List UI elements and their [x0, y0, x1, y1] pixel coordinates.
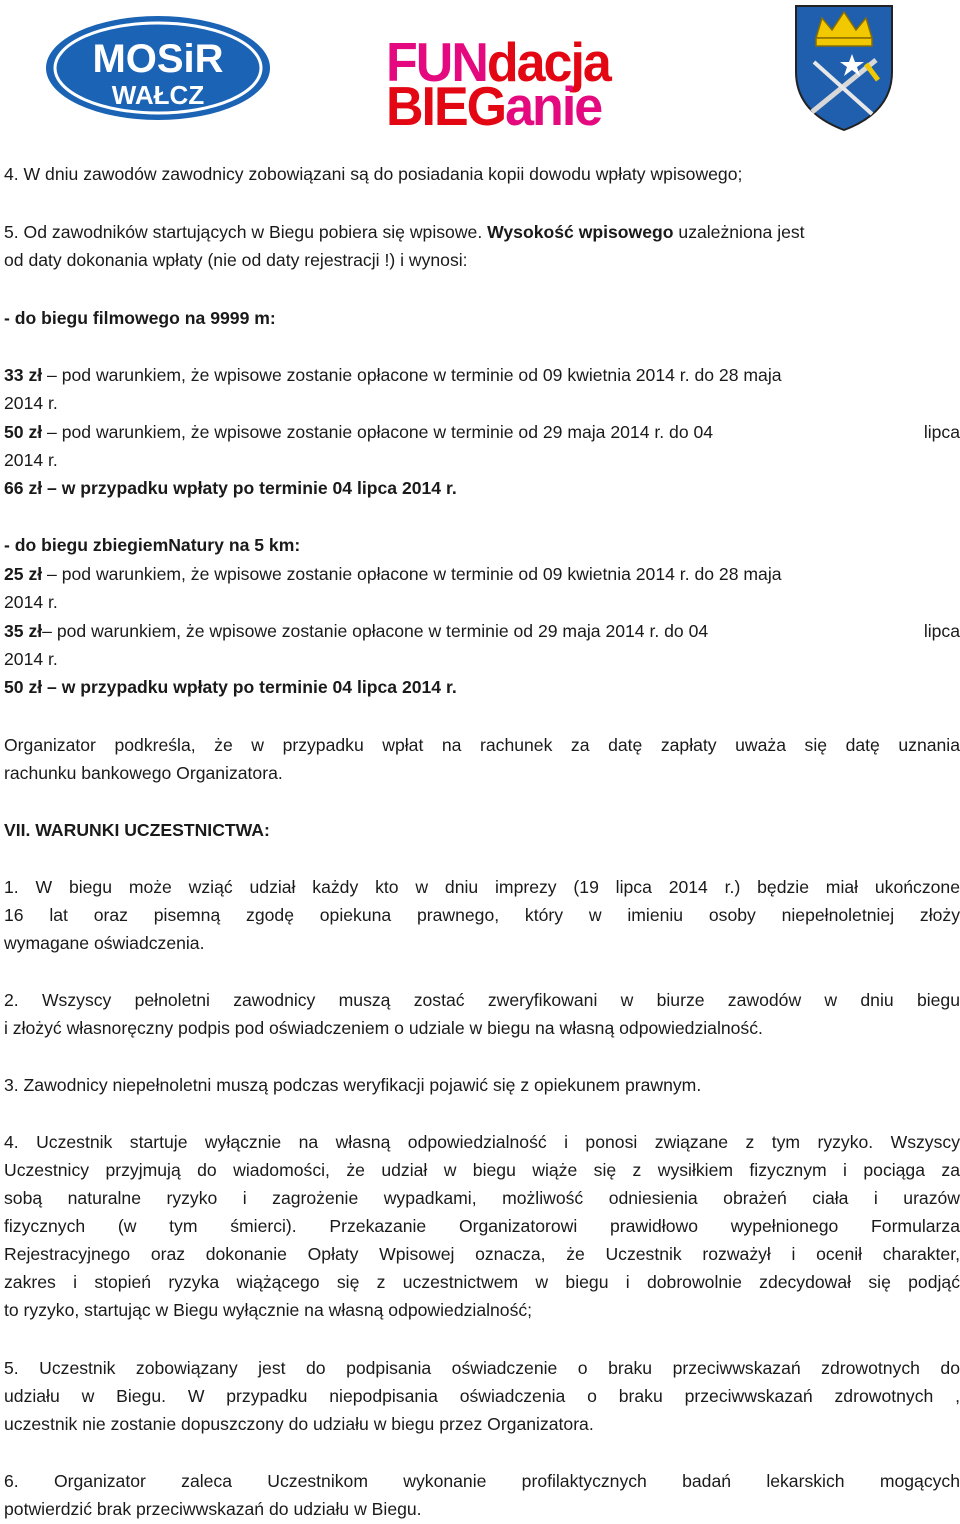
- film-fee-2: [4, 418, 960, 446]
- nature-run-heading: - do biegu zbiegiemNatury na 5 km:: [4, 535, 301, 555]
- fee-line-end: lipca: [923, 422, 960, 442]
- fee-text: – pod warunkiem, że wpisowe zostanie opłacone w terminie od 29 maja 2014 r. do 04: [42, 621, 709, 641]
- condition-4-line3: sobą naturalne ryzyko i zagrożenie wypadkami, możliwość odniesienia obrażeń ciała i urazów: [4, 1188, 960, 1208]
- organizer-note-line2: rachunku bankowego Organizatora.: [4, 763, 283, 783]
- text-run: uzależniona jest: [673, 222, 805, 242]
- film-fee-3: 66 zł – w przypadku wpłaty po terminie 04 lipca 2014 r.: [4, 478, 457, 498]
- mosir-logo-text: MOSiR: [92, 37, 224, 81]
- condition-4-line4: fizycznych (w tym śmierci). Przekazanie Organizatorowi prawidłowo wypełnionego Formularza: [4, 1216, 960, 1236]
- condition-6-line2: potwierdzić brak przeciwwskazań do udziału w Biegu.: [4, 1499, 422, 1519]
- fee-line-end: lipca: [923, 621, 960, 641]
- paragraph-item-5-line1: [4, 218, 960, 246]
- paragraph-item-5-line2: od daty dokonania wpłaty (nie od daty rejestracji !) i wynosi:: [4, 250, 468, 270]
- fee-amount: 35 zł: [4, 621, 43, 641]
- fee-text: – pod warunkiem, że wpisowe zostanie opłacone w terminie od 29 maja 2014 r. do 04: [42, 422, 714, 442]
- anie-logo-part: anie: [505, 76, 602, 138]
- condition-4-line5: Rejestracyjnego oraz dokonanie Opłaty Wpisowej oznacza, że Uczestnik rozważył i ocenił charakter,: [4, 1244, 960, 1264]
- condition-5-line1: 5. Uczestnik zobowiązany jest do podpisania oświadczenie o braku przeciwwskazań zdrowotnych do: [4, 1358, 960, 1378]
- condition-4-line2: Uczestnicy przyjmują do wiadomości, że udział w biegu wiąże się z wysiłkiem fizycznym i pociąga za: [4, 1160, 960, 1180]
- coat-of-arms-icon: [792, 2, 896, 132]
- condition-1-line3: wymagane oświadczenia.: [4, 933, 205, 953]
- condition-5-line2: udziału w Biegu. W przypadku niepodpisania oświadczenia o braku przeciwwskazań zdrowotnych ,: [4, 1386, 960, 1406]
- film-run-heading: - do biegu filmowego na 9999 m:: [4, 308, 276, 328]
- fee-text: – pod warunkiem, że wpisowe zostanie opłacone w terminie od 09 kwietnia 2014 r. do 28 maja: [42, 564, 782, 584]
- condition-3-line1: 3. Zawodnicy niepełnoletni muszą podczas weryfikacji pojawić się z opiekunem prawnym.: [4, 1075, 702, 1095]
- fund-logo-part: FUN: [386, 32, 487, 94]
- bold-text-run: Wysokość wpisowego: [487, 222, 674, 242]
- condition-4-line7: to ryzyko, startując w Biegu wyłącznie na własną odpowiedzialność;: [4, 1300, 533, 1320]
- film-fee-1: [4, 361, 960, 389]
- film-fee-2-tail: 2014 r.: [4, 450, 58, 470]
- organizer-note-line1: Organizator podkreśla, że w przypadku wpłat na rachunek za datę zapłaty uważa się datę uznania: [4, 735, 960, 755]
- fee-line: [4, 617, 708, 645]
- fee-amount: 50 zł: [4, 422, 43, 442]
- condition-2-line2: i złożyć własnoręczny podpis pod oświadczeniem o udziale w biegu na własną odpowiedzialność.: [4, 1018, 763, 1038]
- condition-4-line6: zakres i stopień ryzyka wiążącego się z uczestnictwem w biegu i dobrowolnie zdecydował się podjąć: [4, 1272, 960, 1292]
- nature-fee-1: [4, 560, 960, 588]
- dacja-logo-part: dacja: [486, 32, 610, 94]
- nature-fee-3: 50 zł – w przypadku wpłaty po terminie 04 lipca 2014 r.: [4, 677, 457, 697]
- condition-6-line1: 6. Organizator zaleca Uczestnikom wykonanie profilaktycznych badań lekarskich mogących: [4, 1471, 960, 1491]
- film-fee-1-tail: 2014 r.: [4, 393, 58, 413]
- fee-text: – pod warunkiem, że wpisowe zostanie opłacone w terminie od 09 kwietnia 2014 r. do 28 maja: [42, 365, 782, 385]
- mosir-walcz-logo: [44, 14, 272, 122]
- fee-line: [4, 418, 713, 446]
- condition-5-line3: uczestnik nie zostanie dopuszczony do udziału w biegu przez Organizatora.: [4, 1414, 594, 1434]
- condition-1-line2: 16 lat oraz pisemną zgodę opiekuna prawnego, który w imieniu osoby niepełnoletniej złoży: [4, 905, 960, 925]
- condition-1-line1: 1. W biegu może wziąć udział każdy kto w dniu imprezy (19 lipca 2014 r.) będzie miał ukończone: [4, 877, 960, 897]
- nature-fee-2: [4, 617, 960, 645]
- nature-fee-2-tail: 2014 r.: [4, 649, 58, 669]
- paragraph-item-4: 4. W dniu zawodów zawodnicy zobowiązani są do posiadania kopii dowodu wpłaty wpisowego;: [4, 164, 743, 184]
- text-run: 5. Od zawodników startujących w Biegu pobiera się wpisowe.: [4, 222, 488, 242]
- fundacja-bieganie-logo: [386, 32, 610, 140]
- nature-fee-1-tail: 2014 r.: [4, 592, 58, 612]
- condition-4-line1: 4. Uczestnik startuje wyłącznie na własną odpowiedzialność i ponosi związane z tym ryzyko. Wszyscy: [4, 1132, 960, 1152]
- condition-2-line1: 2. Wszyscy pełnoletni zawodnicy muszą zostać zweryfikowani w biurze zawodów w dniu biegu: [4, 990, 960, 1010]
- fee-amount: 25 zł: [4, 564, 43, 584]
- walcz-logo-text: WAŁCZ: [111, 80, 205, 110]
- fee-amount: 33 zł: [4, 365, 43, 385]
- bieganie-logo-line: [386, 76, 602, 138]
- bieg-logo-part: BIEG: [386, 76, 506, 138]
- section-heading: VII. WARUNKI UCZESTNICTWA:: [4, 820, 270, 840]
